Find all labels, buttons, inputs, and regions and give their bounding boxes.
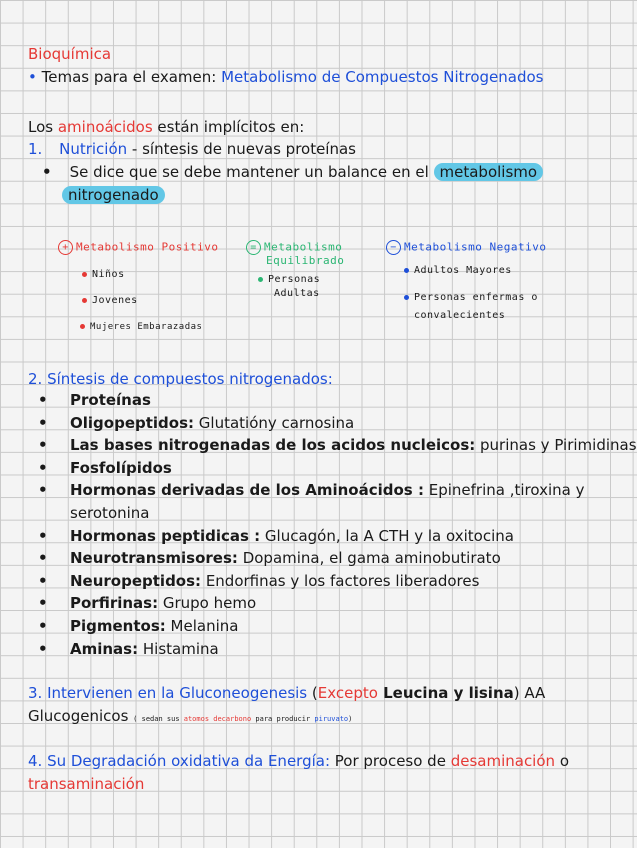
section4-title: 4. Su Degradación oxidativa da Energía:: [28, 752, 331, 770]
item-term: Las bases nitrogenadas de los acidos nucleicos:: [70, 436, 476, 455]
red-dot-icon: [82, 272, 87, 277]
section1-title: Nutrición: [59, 140, 128, 158]
balanced-heading: [246, 240, 342, 255]
highlight-metabolismo: metabolismo: [434, 163, 544, 181]
list-item: [32, 434, 637, 457]
section2-list: [32, 389, 637, 660]
section1-bullet-line2: [62, 186, 165, 204]
negative-item-text: Adultos Mayores: [414, 265, 512, 276]
item-desc: Glucagón, la A CTH y la oxitocina: [260, 526, 514, 545]
item-desc: serotonina: [70, 503, 150, 522]
positive-heading: [58, 240, 218, 255]
positive-item-text: Mujeres Embarazadas: [90, 322, 203, 332]
section1-heading: [28, 140, 356, 158]
minus-circle-icon: −: [386, 240, 401, 255]
topics-bullet: •: [28, 68, 37, 86]
negative-item-1: [404, 265, 512, 276]
section3-except-items: Leucina y lisina: [377, 684, 514, 702]
list-item: [32, 615, 637, 638]
section1-bullet: [42, 163, 543, 181]
section3-paren-close: ): [513, 684, 520, 702]
item-term: Aminas:: [70, 639, 139, 658]
topics-label: Temas para el examen:: [41, 68, 217, 86]
subject-title: Bioquímica: [28, 45, 112, 63]
positive-item-1: [82, 269, 125, 280]
list-item: [32, 479, 637, 502]
item-term: Neuropeptidos:: [70, 571, 202, 590]
balanced-item: [258, 274, 320, 285]
list-item-continuation: [32, 502, 637, 525]
section4-text: Por proceso de: [330, 752, 451, 770]
item-desc: Histamina: [138, 639, 219, 658]
positive-item-2: [82, 295, 138, 306]
note-part-e: ): [348, 715, 353, 723]
green-dot-icon: [258, 277, 263, 282]
negative-item-text: Personas enfermas o: [414, 292, 538, 303]
section3-line2: [28, 707, 352, 725]
section3-note: [133, 715, 352, 723]
plus-circle-icon: +: [58, 240, 73, 255]
section1-number: 1.: [28, 140, 43, 158]
item-desc: purinas y Pirimidinas: [475, 436, 637, 455]
list-item: [32, 457, 637, 480]
section3-aa: AA: [519, 684, 546, 702]
section3-except: Excepto: [317, 684, 378, 702]
negative-heading: [386, 240, 546, 255]
item-term: Pigmentos:: [70, 616, 166, 635]
red-dot-icon: [82, 298, 87, 303]
negative-item-2-line2: convalecientes: [414, 310, 506, 321]
item-term: Hormonas derivadas de los Aminoácidos :: [70, 481, 424, 500]
negative-title: Metabolismo Negativo: [404, 240, 547, 254]
section4-line1: [28, 752, 569, 770]
intro-post: están implícitos en:: [152, 118, 305, 136]
section3-title: 3. Intervienen en la Gluconeogenesis: [28, 684, 308, 702]
note-part-c: para producir: [251, 715, 315, 723]
list-item: [32, 412, 637, 435]
blue-dot-icon: [404, 295, 409, 300]
item-desc: Dopamina, el gama aminobutirato: [237, 549, 501, 568]
intro-highlight: aminoácidos: [57, 118, 153, 136]
list-item: [32, 547, 637, 570]
item-desc: Epinefrina ,tiroxina y: [423, 481, 585, 500]
equals-circle-icon: =: [246, 240, 261, 255]
balanced-title-1: Metabolismo: [264, 240, 343, 254]
section4-term2: transaminación: [28, 775, 145, 793]
red-dot-icon: [80, 324, 85, 329]
list-item: [32, 570, 637, 593]
list-item: [32, 592, 637, 615]
item-term: Proteínas: [70, 391, 151, 409]
blue-dot-icon: [404, 268, 409, 273]
item-desc: Grupo hemo: [158, 594, 257, 613]
section3-line1: [28, 684, 545, 702]
list-item: [32, 389, 637, 412]
positive-item-text: Niños: [92, 269, 125, 280]
item-term: Hormonas peptidicas :: [70, 526, 261, 545]
negative-item-2: [404, 292, 538, 303]
balanced-item-line2: Adultas: [274, 288, 320, 299]
note-part-d: piruvato: [314, 715, 349, 723]
list-item: [32, 638, 637, 661]
section4-conj: o: [555, 752, 569, 770]
section4-term1: desaminación: [450, 752, 556, 770]
intro-pre: Los: [28, 118, 58, 136]
item-term: Fosfolípidos: [70, 458, 172, 477]
item-term: Porfirinas:: [70, 594, 159, 613]
section1-desc: - síntesis de nuevas proteínas: [127, 140, 356, 158]
note-part-b: atomos decarbono: [183, 715, 252, 723]
item-term: Oligopeptidos:: [70, 413, 195, 432]
positive-title: Metabolismo Positivo: [76, 240, 219, 254]
section3-glucogenicos: Glucogenicos: [28, 707, 129, 725]
highlight-nitrogenado: nitrogenado: [62, 186, 165, 204]
topics-line: [28, 68, 543, 86]
positive-item-text: Jovenes: [92, 295, 138, 306]
item-desc: Glutatióny carnosina: [194, 413, 355, 432]
section3-paren-open: (: [307, 684, 318, 702]
section1-bullet-dot: •: [42, 163, 52, 181]
item-term: Neurotransmisores:: [70, 549, 238, 568]
item-desc: Endorfinas y los factores liberadores: [201, 571, 480, 590]
section2-heading: 2. Síntesis de compuestos nitrogenados:: [28, 370, 333, 388]
list-item: [32, 525, 637, 548]
balanced-item-1: Personas: [268, 274, 321, 285]
item-desc: Melanina: [165, 616, 239, 635]
balanced-title-2: Equilibrado: [266, 254, 345, 267]
positive-item-3: [80, 322, 202, 332]
note-part-a: ( sedan sus: [133, 715, 184, 723]
intro-line: [28, 118, 304, 136]
topics-value: Metabolismo de Compuestos Nitrogenados: [221, 68, 544, 86]
section1-bullet-text: Se dice que se debe mantener un balance en el: [69, 163, 434, 181]
